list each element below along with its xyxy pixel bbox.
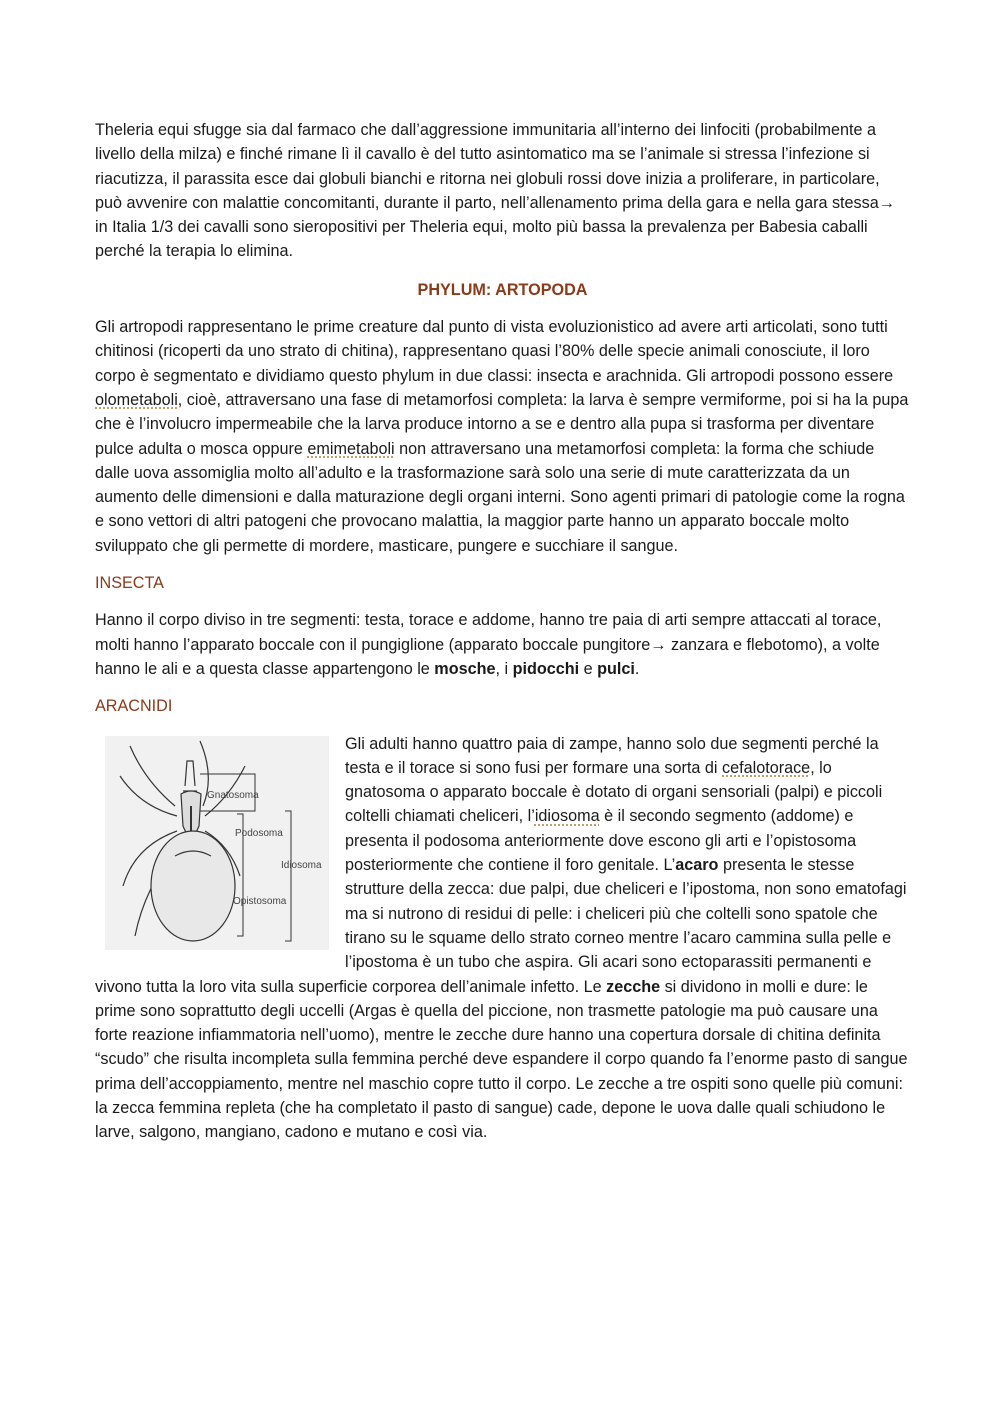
- bold-term-zecche: zecche: [606, 977, 661, 996]
- tick-anatomy-figure: [105, 736, 329, 950]
- paragraph-text: , lo gnatosoma o apparato boccale è dotato di organi sensoriali (palpi) e piccoli coltelli chiamati cheliceri, l’: [345, 758, 883, 826]
- label-idiosoma: Idiosoma: [281, 859, 322, 871]
- subheading-insecta: INSECTA: [95, 574, 164, 593]
- document-body: [95, 118, 910, 1145]
- arrow-icon: →: [650, 635, 667, 654]
- tick-illustration: [105, 736, 329, 950]
- label-gnatosoma: Gnatosoma: [207, 789, 259, 801]
- paragraph-text: non attraversano una metamorfosi completa: la forma che schiude dalle uova assomiglia molto all’adulto e la trasformazione sarà solo una serie di mute caratterizzata da un aumento delle dimensioni e dalla maturazione degli organi interni. Sono agenti primari di patologie come la rogna e sono vettori di altri patogeni che provocano malattia, la maggior parte hanno un apparato boccale molto sviluppato che gli permette di mordere, masticare, pungere e succhiare il sangue.: [95, 439, 905, 555]
- paragraph-text: zanzara e flebotomo), a volte hanno le ali e a questa classe appartengono le: [95, 635, 880, 678]
- paragraph-text: .: [634, 659, 640, 678]
- section-heading-phylum: PHYLUM: ARTOPODA: [417, 280, 588, 299]
- paragraph-text: , cioè, attraversano una fase di metamorfosi completa: la larva è sempre vermiforme, poi si ha la pupa che è l’involucro impermeabile che la larva produce intorno a se e dentro alla pupa si trasforma per diventare pulce adulta o mosca oppure: [95, 390, 909, 458]
- subheading-aracnidi: ARACNIDI: [95, 697, 173, 716]
- paragraph-text: si dividono in molli e dure: le prime sono soprattutto degli uccelli (Argas è quella del piccione, non trasmette patologie ma può causare una forte reazione infiammatoria nell’uomo), mentre le zecche dure hanno una copertura dorsale di chitina definita “scudo” che risulta incompleta sulla femmina perché deve espandere il corpo quando fa l’enorme pasto di sangue prima dell’accoppiamento, mentre nel maschio copre tutto il corpo. Le zecche a tre ospiti sono quelle più comuni: la zecca femmina repleta (che ha completato il pasto di sangue) cade, depone le uova dalle quali schiudono le larve, salgono, mangiano, cadono e mutano e così via.: [95, 977, 908, 1142]
- paragraph-text: presenta le stesse strutture della zecca: due palpi, due cheliceri e l’ipostoma, non sono ematofagi ma si nutrono di residui di pelle: i cheliceri più che coltelli sono spatole che tirano su le squame dello strato corneo mentre l’acaro cammina sulla pelle e l’ipostoma è un tubo che aspira. Gli acari sono ectoparassiti permanenti e vivono tutta la loro vita sulla superficie corporea dell’animale infetto. Le: [95, 856, 907, 996]
- label-podosoma: Podosoma: [235, 827, 283, 839]
- term-olometaboli: olometaboli: [95, 390, 178, 409]
- bold-term-acaro: acaro: [675, 856, 719, 875]
- term-cefalotorace: cefalotorace: [722, 758, 811, 777]
- paragraph-text: Theleria equi sfugge sia dal farmaco che dall’aggressione immunitaria all’interno dei linfociti (probabilmente a livello della milza) e finché rimane lì il cavallo è del tutto asintomatico ma se l’animale si stressa l’infezione si riacutizza, il parassita esce dai globuli bianchi e ritorna nei globuli rossi dove inizia a proliferare, in particolare, può avvenire con malattie concomitanti, durante il parto, nell’allenamento prima della gara e nella gara stessa: [95, 121, 880, 212]
- paragraph-text: e: [579, 659, 598, 678]
- aracnidi-section: [95, 732, 910, 1145]
- paragraph-text: Gli artropodi rappresentano le prime creature dal punto di vista evoluzionistico ad avere arti articolati, sono tutti chitinosi (ricoperti da uno strato di chitina), rappresentano quasi l’80% delle specie animali conosciute, il loro corpo è segmentato e dividiamo questo phylum in due classi: insecta e arachnida. Gli artropodi possono essere: [95, 318, 894, 385]
- arrow-icon: →: [878, 193, 895, 212]
- paragraph-text: è il secondo segmento (addome) e presenta il podosoma anteriormente dove escono gli arti e l’opistosoma posteriormente che contiene il foro genitale. L’: [345, 807, 857, 875]
- paragraph-insecta: [95, 608, 910, 681]
- paragraph-text: in Italia 1/3 dei cavalli sono sieropositivi per Theleria equi, molto più bassa la prevalenza per Babesia caballi perché la terapia lo elimina.: [95, 218, 868, 261]
- term-idiosoma: idiosoma: [534, 807, 600, 826]
- paragraph-text: , i: [495, 659, 513, 678]
- bold-term-pulci: pulci: [597, 659, 635, 678]
- label-opistosoma: Opistosoma: [233, 895, 287, 907]
- paragraph-text: Gli adulti hanno quattro paia di zampe, hanno solo due segmenti perché la testa e il torace si sono fusi per formare una sorta di: [345, 734, 879, 777]
- bold-term-mosche: mosche: [434, 659, 496, 678]
- bold-term-pidocchi: pidocchi: [512, 659, 580, 678]
- paragraph-theleria: [95, 118, 910, 264]
- paragraph-artropodi: [95, 315, 910, 558]
- term-emimetaboli: emimetaboli: [307, 439, 395, 458]
- paragraph-text: Hanno il corpo diviso in tre segmenti: testa, torace e addome, hanno tre paia di arti sempre attaccati al torace, molti hanno l’apparato boccale con il pungiglione (apparato boccale pungitore: [95, 611, 882, 654]
